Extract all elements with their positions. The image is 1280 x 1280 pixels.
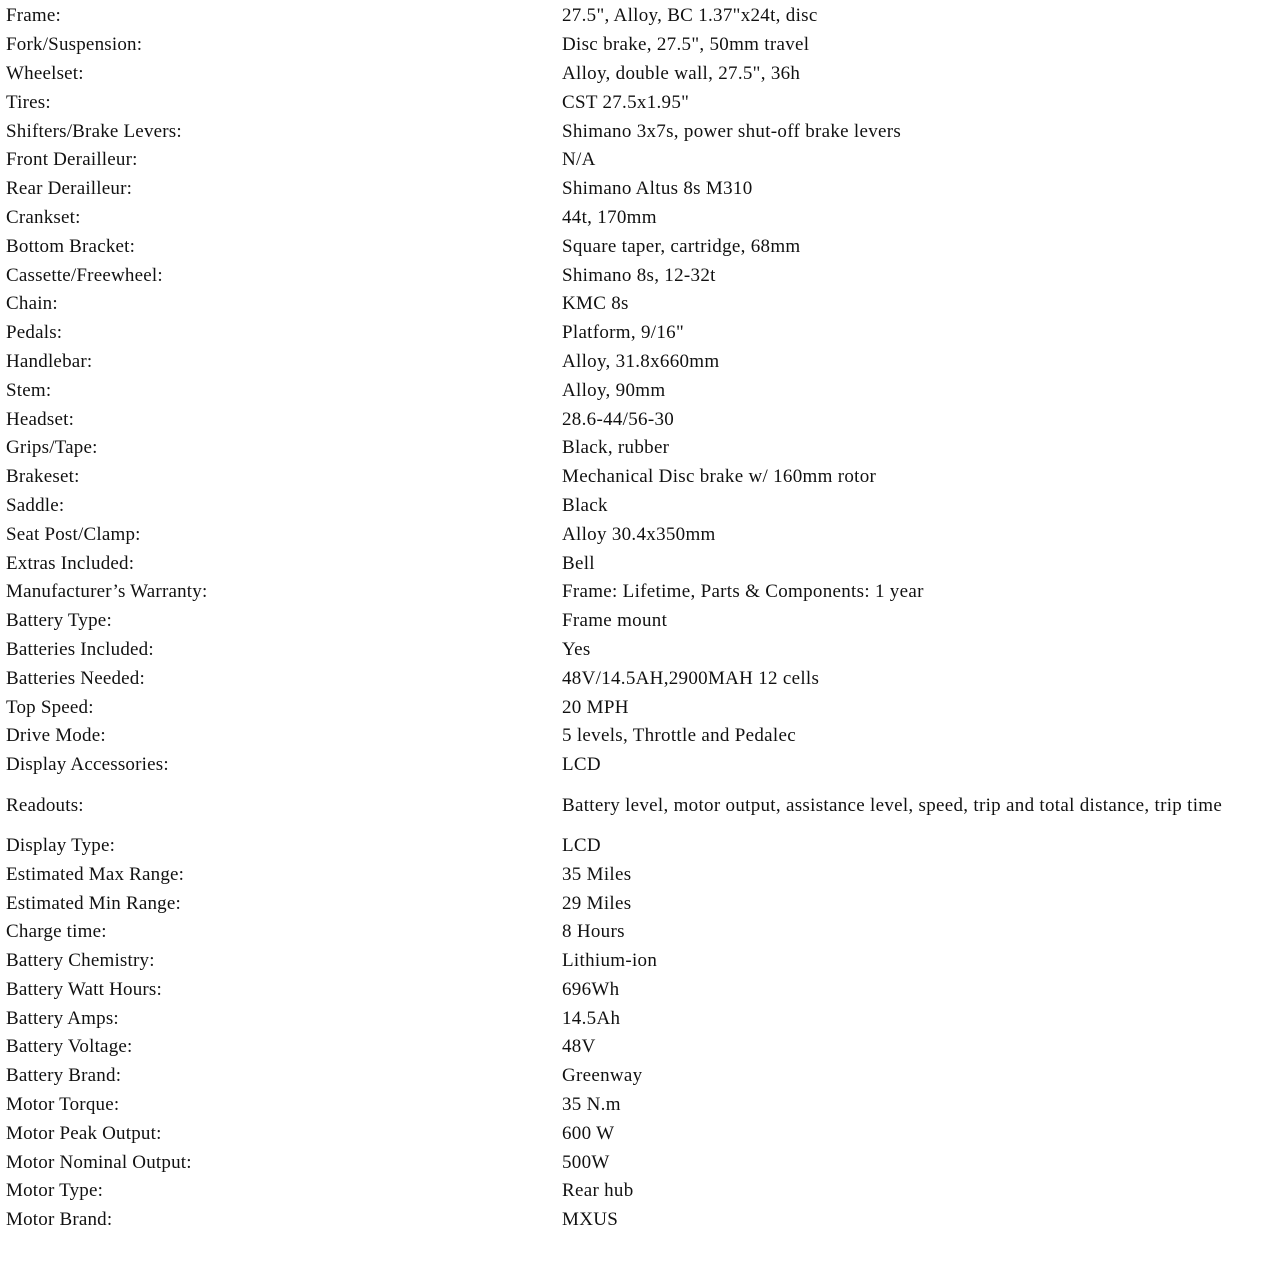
spec-value: CST 27.5x1.95" xyxy=(562,91,690,113)
spec-value: Disc brake, 27.5", 50mm travel xyxy=(562,34,810,56)
spec-label: Cassette/Freewheel: xyxy=(6,264,163,286)
spec-row-handlebar xyxy=(6,348,1276,377)
spec-label: Battery Amps: xyxy=(6,1007,119,1029)
spec-value: 600 W xyxy=(562,1122,615,1144)
spec-value: 48V xyxy=(562,1036,596,1058)
spec-label: Display Accessories: xyxy=(6,754,169,776)
spec-label: Readouts: xyxy=(6,794,84,816)
spec-label: Motor Peak Output: xyxy=(6,1122,162,1144)
spec-value: LCD xyxy=(562,834,601,856)
spec-label: Grips/Tape: xyxy=(6,437,98,459)
spec-label: Handlebar: xyxy=(6,350,93,372)
spec-value: Square taper, cartridge, 68mm xyxy=(562,235,801,257)
spec-label: Estimated Min Range: xyxy=(6,892,181,914)
spec-label: Manufacturer’s Warranty: xyxy=(6,581,208,603)
spec-row-bottom-bracket xyxy=(6,232,1276,261)
spec-row-front-derailleur xyxy=(6,146,1276,175)
spec-label: Batteries Included: xyxy=(6,638,154,660)
spec-value: Shimano Altus 8s M310 xyxy=(562,178,753,200)
spec-value: N/A xyxy=(562,149,596,171)
spec-value: Battery level, motor output, assistance level, speed, trip and total distance, trip time xyxy=(562,794,1223,816)
spec-label: Headset: xyxy=(6,408,75,430)
spec-row-wheelset xyxy=(6,60,1276,89)
spec-value: 5 levels, Throttle and Pedalec xyxy=(562,725,796,747)
spec-label: Motor Torque: xyxy=(6,1094,120,1116)
spec-label: Rear Derailleur: xyxy=(6,178,133,200)
spec-value: Lithium-ion xyxy=(562,950,658,972)
spec-value: 35 N.m xyxy=(562,1094,621,1116)
spec-label: Pedals: xyxy=(6,322,63,344)
spec-label: Chain: xyxy=(6,293,58,315)
spec-row-motor-nominal-output xyxy=(6,1148,1276,1177)
spec-value: Bell xyxy=(562,552,595,574)
spec-value: KMC 8s xyxy=(562,293,629,315)
spec-label: Wheelset: xyxy=(6,62,84,84)
spec-row-max-range xyxy=(6,860,1276,889)
spec-label: Frame: xyxy=(6,5,62,27)
spec-row-batteries-included xyxy=(6,636,1276,665)
spec-row-charge-time xyxy=(6,918,1276,947)
spec-row-chain xyxy=(6,290,1276,319)
spec-value: Black, rubber xyxy=(562,437,670,459)
spec-value: Black xyxy=(562,494,608,516)
spec-row-drive-mode xyxy=(6,722,1276,751)
spec-row-cassette xyxy=(6,261,1276,290)
spec-row-min-range xyxy=(6,889,1276,918)
spec-row-display-type xyxy=(6,832,1276,861)
spec-label: Estimated Max Range: xyxy=(6,863,185,885)
spec-label: Stem: xyxy=(6,379,52,401)
spec-label: Motor Brand: xyxy=(6,1209,113,1231)
spec-label: Bottom Bracket: xyxy=(6,235,136,257)
spec-value: Alloy, double wall, 27.5", 36h xyxy=(562,62,801,84)
spec-row-warranty xyxy=(6,578,1276,607)
spec-row-batteries-needed xyxy=(6,664,1276,693)
spec-value: 696Wh xyxy=(562,978,620,1000)
spec-label: Top Speed: xyxy=(6,696,94,718)
spec-value: Yes xyxy=(562,638,591,660)
spec-value: 20 MPH xyxy=(562,696,629,718)
spec-row-motor-brand xyxy=(6,1206,1276,1235)
spec-value: Alloy, 31.8x660mm xyxy=(562,350,720,372)
spec-value: 8 Hours xyxy=(562,921,625,943)
spec-row-extras xyxy=(6,549,1276,578)
spec-value: MXUS xyxy=(562,1209,619,1231)
spec-row-battery-type xyxy=(6,607,1276,636)
spec-row-battery-amps xyxy=(6,1004,1276,1033)
spec-label: Batteries Needed: xyxy=(6,667,145,689)
spec-row-headset xyxy=(6,405,1276,434)
spec-row-motor-torque xyxy=(6,1091,1276,1120)
spec-row-display-accessories xyxy=(6,751,1276,780)
spec-label: Motor Nominal Output: xyxy=(6,1151,192,1173)
spec-label: Battery Voltage: xyxy=(6,1036,133,1058)
spec-value: 27.5", Alloy, BC 1.37"x24t, disc xyxy=(562,5,818,27)
spec-value: 35 Miles xyxy=(562,863,632,885)
spec-value: 29 Miles xyxy=(562,892,632,914)
spec-row-motor-peak-output xyxy=(6,1119,1276,1148)
spec-label: Crankset: xyxy=(6,206,81,228)
spec-label: Battery Watt Hours: xyxy=(6,978,163,1000)
spec-label: Battery Chemistry: xyxy=(6,950,155,972)
spec-value: Mechanical Disc brake w/ 160mm rotor xyxy=(562,466,877,488)
spec-row-pedals xyxy=(6,319,1276,348)
spec-row-readouts xyxy=(6,780,1276,832)
spec-row-battery-brand xyxy=(6,1062,1276,1091)
spec-row-battery-watt-hours xyxy=(6,976,1276,1005)
spec-label: Brakeset: xyxy=(6,466,80,488)
spec-label: Tires: xyxy=(6,91,51,113)
spec-value: Shimano 8s, 12-32t xyxy=(562,264,716,286)
spec-table xyxy=(6,2,1276,1235)
spec-row-grips xyxy=(6,434,1276,463)
spec-row-brakeset xyxy=(6,463,1276,492)
spec-label: Battery Type: xyxy=(6,610,112,632)
spec-row-battery-chemistry xyxy=(6,947,1276,976)
spec-value: Frame mount xyxy=(562,610,668,632)
spec-label: Seat Post/Clamp: xyxy=(6,523,141,545)
spec-value: 500W xyxy=(562,1151,610,1173)
spec-value: 44t, 170mm xyxy=(562,206,657,228)
spec-row-battery-voltage xyxy=(6,1033,1276,1062)
spec-row-frame xyxy=(6,2,1276,31)
spec-row-saddle xyxy=(6,492,1276,521)
spec-label: Battery Brand: xyxy=(6,1065,122,1087)
spec-label: Drive Mode: xyxy=(6,725,106,747)
spec-row-crankset xyxy=(6,204,1276,233)
spec-value: Greenway xyxy=(562,1065,643,1087)
spec-row-shifters xyxy=(6,117,1276,146)
spec-label: Shifters/Brake Levers: xyxy=(6,120,182,142)
spec-label: Saddle: xyxy=(6,494,65,516)
spec-label: Fork/Suspension: xyxy=(6,34,143,56)
spec-row-top-speed xyxy=(6,693,1276,722)
spec-row-stem xyxy=(6,376,1276,405)
spec-label: Motor Type: xyxy=(6,1180,104,1202)
spec-value: 48V/14.5AH,2900MAH 12 cells xyxy=(562,667,820,689)
spec-row-rear-derailleur xyxy=(6,175,1276,204)
spec-value: LCD xyxy=(562,754,601,776)
spec-label: Extras Included: xyxy=(6,552,135,574)
spec-row-motor-type xyxy=(6,1177,1276,1206)
spec-label: Display Type: xyxy=(6,834,116,856)
spec-value: Alloy 30.4x350mm xyxy=(562,523,716,545)
spec-label: Front Derailleur: xyxy=(6,149,138,171)
spec-value: Shimano 3x7s, power shut-off brake levers xyxy=(562,120,902,142)
spec-value: Alloy, 90mm xyxy=(562,379,666,401)
spec-value: Rear hub xyxy=(562,1180,634,1202)
spec-row-tires xyxy=(6,88,1276,117)
spec-row-fork xyxy=(6,31,1276,60)
spec-value: Platform, 9/16" xyxy=(562,322,685,344)
spec-label: Charge time: xyxy=(6,921,107,943)
spec-row-seat-post xyxy=(6,520,1276,549)
spec-value: Frame: Lifetime, Parts & Components: 1 year xyxy=(562,581,924,603)
spec-value: 14.5Ah xyxy=(562,1007,621,1029)
spec-value: 28.6-44/56-30 xyxy=(562,408,675,430)
